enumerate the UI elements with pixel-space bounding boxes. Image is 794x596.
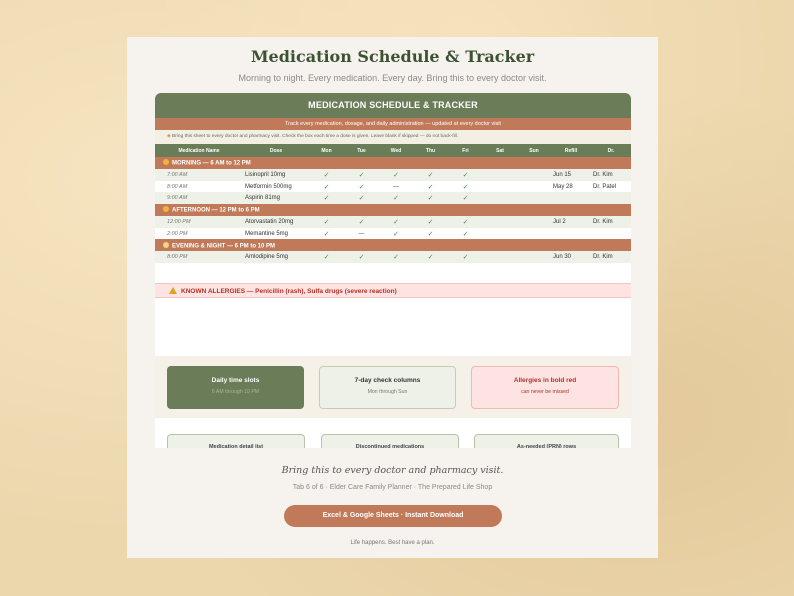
- refill-cell: [551, 228, 591, 240]
- check-cell[interactable]: ✓: [413, 192, 448, 204]
- refill-cell: Jun 15: [551, 169, 591, 181]
- feature-box-time-slots: [167, 366, 304, 409]
- col-header: Tue: [344, 144, 379, 157]
- check-cell[interactable]: ✓: [413, 251, 448, 263]
- check-cell[interactable]: ✓: [309, 251, 344, 263]
- allergy-banner: [155, 283, 631, 298]
- section-label: EVENING & NIGHT — 6 PM to 10 PM: [172, 243, 276, 250]
- check-cell[interactable]: ✓: [379, 228, 413, 240]
- refill-cell: [551, 192, 591, 204]
- table-row: [155, 181, 631, 193]
- info-box-medication-list: [167, 434, 305, 448]
- feature-title: Daily time slots: [211, 377, 260, 384]
- medication-cell: Memantine 5mg: [243, 228, 309, 240]
- check-cell[interactable]: ✓: [379, 251, 413, 263]
- medication-cell: Atorvastatin 20mg: [243, 216, 309, 228]
- page-title: Medication Schedule & Tracker: [250, 47, 535, 66]
- check-cell[interactable]: ✓: [413, 228, 448, 240]
- check-cell[interactable]: [517, 251, 551, 263]
- check-cell[interactable]: ✓: [344, 251, 379, 263]
- check-cell[interactable]: ✓: [379, 216, 413, 228]
- doctor-cell: [591, 192, 631, 204]
- check-cell[interactable]: [483, 181, 517, 193]
- product-card: [127, 37, 658, 558]
- medication-cell: Amlodipine 5mg: [243, 251, 309, 263]
- footer-tab-info: Tab 6 of 6 · Elder Care Family Planner · The Prepared Life Shop: [292, 484, 493, 491]
- feature-box-allergies: [471, 366, 619, 409]
- check-cell[interactable]: ✓: [309, 228, 344, 240]
- check-cell[interactable]: ✓: [413, 169, 448, 181]
- info-title: Discontinued medications: [355, 444, 425, 448]
- check-cell[interactable]: ✓: [309, 181, 344, 193]
- medication-table: [155, 144, 631, 283]
- time-cell: 8:00 AM: [155, 181, 243, 193]
- col-header: Wed: [379, 144, 413, 157]
- check-cell[interactable]: —: [344, 228, 379, 240]
- col-header: Fri: [448, 144, 483, 157]
- doctor-cell: Dr. Kim: [591, 169, 631, 181]
- section-row-evening: [155, 239, 631, 251]
- check-cell[interactable]: ✓: [448, 169, 483, 181]
- refill-cell: Jul 2: [551, 216, 591, 228]
- col-header: Dose: [243, 144, 309, 157]
- col-header: Dr.: [591, 144, 631, 157]
- check-cell[interactable]: [483, 169, 517, 181]
- check-cell[interactable]: ✓: [448, 192, 483, 204]
- sheet-note: [155, 130, 631, 144]
- doctor-cell: Dr. Kim: [591, 251, 631, 263]
- time-cell: 7:00 AM: [155, 169, 243, 181]
- time-cell: 12:00 PM: [155, 216, 243, 228]
- check-cell[interactable]: [517, 216, 551, 228]
- check-cell[interactable]: [517, 169, 551, 181]
- refill-cell: May 28: [551, 181, 591, 193]
- medication-cell: Aspirin 81mg: [243, 192, 309, 204]
- check-cell[interactable]: ✓: [379, 192, 413, 204]
- feature-sub: can never be missed: [521, 389, 569, 395]
- info-box-prn: [474, 434, 619, 448]
- check-cell[interactable]: [517, 192, 551, 204]
- doctor-cell: [591, 228, 631, 240]
- section-label: MORNING — 6 AM to 12 PM: [172, 160, 251, 167]
- sheet-note-text: Bring this sheet to every doctor and pharmacy visit. Check the box each time a dose is given. Leave blank if skipped — do not back-fill.: [172, 134, 459, 139]
- info-title: Medication detail list: [208, 444, 264, 448]
- check-cell[interactable]: ✓: [413, 216, 448, 228]
- check-cell[interactable]: ✓: [379, 169, 413, 181]
- sheet-header: MEDICATION SCHEDULE & TRACKER: [155, 93, 631, 118]
- info-box-discontinued: [321, 434, 459, 448]
- feature-box-check-columns: [319, 366, 456, 409]
- check-cell[interactable]: ✓: [344, 192, 379, 204]
- check-cell[interactable]: [483, 228, 517, 240]
- spacer: [155, 298, 631, 308]
- col-header: Sun: [517, 144, 551, 157]
- info-title: As-needed (PRN) rows: [516, 444, 577, 448]
- time-cell: 8:00 PM: [155, 251, 243, 263]
- table-row: [155, 251, 631, 263]
- download-button[interactable]: Excel & Google Sheets · Instant Download: [284, 505, 502, 527]
- footer-tagline: Life happens. Best have a plan.: [350, 540, 435, 546]
- refill-cell: Jun 30: [551, 251, 591, 263]
- section-label: AFTERNOON — 12 PM to 6 PM: [172, 207, 260, 214]
- check-cell[interactable]: [517, 181, 551, 193]
- table-row: [155, 169, 631, 181]
- time-cell: 9:00 AM: [155, 192, 243, 204]
- check-cell[interactable]: ✓: [344, 216, 379, 228]
- sun-icon: [163, 159, 169, 165]
- check-cell[interactable]: [483, 192, 517, 204]
- check-cell[interactable]: ✓: [448, 228, 483, 240]
- table-row: [155, 192, 631, 204]
- check-cell[interactable]: ✓: [448, 181, 483, 193]
- check-cell[interactable]: ✓: [344, 169, 379, 181]
- table-row: [155, 228, 631, 240]
- check-cell[interactable]: —: [379, 181, 413, 193]
- medication-cell: Lisinopril 10mg: [243, 169, 309, 181]
- time-cell: 2:00 PM: [155, 228, 243, 240]
- sheet-subheader: Track every medication, dosage, and daily administration — updated at every doctor visit: [155, 118, 631, 130]
- pin-icon: ◈: [167, 134, 171, 139]
- col-header: Thu: [413, 144, 448, 157]
- warning-icon: [169, 287, 177, 294]
- check-cell[interactable]: [517, 228, 551, 240]
- footer-tagline-italic: Bring this to every doctor and pharmacy visit.: [281, 465, 504, 476]
- blank-row: [155, 263, 631, 275]
- check-cell[interactable]: ✓: [413, 181, 448, 193]
- doctor-cell: Dr. Patel: [591, 181, 631, 193]
- check-cell[interactable]: ✓: [309, 169, 344, 181]
- check-cell[interactable]: [483, 251, 517, 263]
- page-subtitle: Morning to night. Every medication. Every day. Bring this to every doctor visit.: [238, 73, 547, 83]
- check-cell[interactable]: ✓: [448, 251, 483, 263]
- allergy-text: KNOWN ALLERGIES — Penicillin (rash), Sulfa drugs (severe reaction): [181, 287, 397, 295]
- section-row-afternoon: [155, 204, 631, 216]
- info-row: [155, 418, 631, 448]
- blank-row: [155, 275, 631, 283]
- check-cell[interactable]: ✓: [344, 181, 379, 193]
- table-row: [155, 216, 631, 228]
- table-header-row: [155, 144, 631, 157]
- col-header: Mon: [309, 144, 344, 157]
- section-row-morning: [155, 157, 631, 169]
- col-header: Refill: [551, 144, 591, 157]
- sun-icon: [163, 206, 169, 212]
- moon-icon: [163, 242, 169, 248]
- doctor-cell: Dr. Kim: [591, 216, 631, 228]
- medication-cell: Metformin 500mg: [243, 181, 309, 193]
- feature-title: 7-day check columns: [354, 377, 421, 384]
- check-cell[interactable]: ✓: [309, 192, 344, 204]
- feature-sub: Mon through Sun: [367, 389, 408, 395]
- spreadsheet-preview: [155, 93, 631, 448]
- feature-row: [155, 356, 631, 418]
- feature-sub: 6 AM through 10 PM: [211, 389, 260, 395]
- feature-title: Allergies in bold red: [513, 377, 577, 384]
- check-cell[interactable]: ✓: [309, 216, 344, 228]
- check-cell[interactable]: [483, 216, 517, 228]
- check-cell[interactable]: ✓: [448, 216, 483, 228]
- col-header: Sat: [483, 144, 517, 157]
- col-header: Medication Name: [155, 144, 243, 157]
